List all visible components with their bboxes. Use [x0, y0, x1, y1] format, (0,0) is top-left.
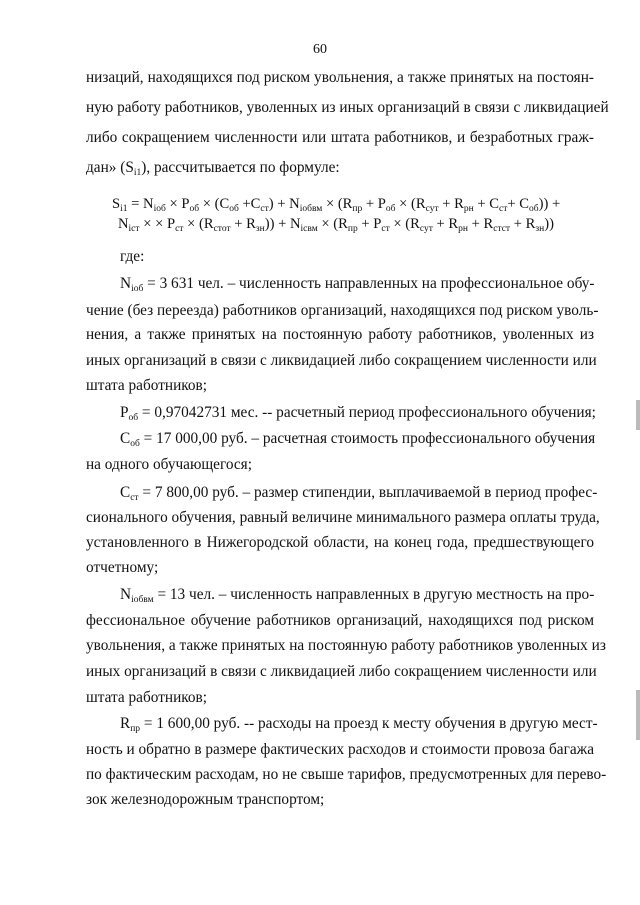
formula-text: )) + N — [264, 216, 301, 232]
formula-text: + R — [438, 196, 464, 212]
formula-text: × (R — [322, 196, 353, 212]
formula-subscript: ст — [175, 224, 184, 234]
def-niobvm-line-3: увольнения, а также принятых на постоянную работу работников уволенных из — [86, 637, 606, 654]
formula-text: × P — [165, 196, 190, 212]
formula-text: + R — [432, 216, 459, 232]
formula-text: = N — [127, 196, 154, 212]
formula-text: × (R — [389, 216, 420, 232]
formula-subscript: сут — [425, 204, 439, 214]
def-cst-line-2: сионального обучения, равный величине минимального размера оплаты труда, — [86, 509, 600, 526]
formula-subscript: зн — [535, 224, 545, 234]
formula-line-2 — [118, 214, 554, 234]
formula-text: )) + — [538, 196, 561, 212]
formula-text: × (C — [199, 196, 230, 212]
formula-text: + C — [473, 196, 500, 212]
formula-text: ) + N — [268, 196, 300, 212]
def-niobvm-line-4: иных организаций в связи с ликвидацией либо сокращением численности или — [86, 663, 597, 680]
formula-subscript: i1 — [120, 204, 128, 214]
where-label: где: — [120, 248, 145, 265]
formula-text: + P — [362, 196, 386, 212]
intro-line-1: низаций, находящихся под риском увольнения, а также принятых на постоян- — [86, 69, 594, 86]
def-cst-line-4: отчетному; — [86, 559, 159, 576]
formula-subscript: iсвм — [300, 224, 318, 234]
def-niob-line-4: иных организаций в связи с ликвидацией либо сокращением численности или — [86, 352, 597, 369]
formula-text: × × P — [139, 216, 176, 232]
formula-subscript: iст — [128, 224, 140, 234]
formula-subscript: ст — [260, 204, 269, 214]
def-niobvm-line-2: фессиональное обучение работников организаций, находящихся под риском — [86, 612, 594, 629]
scan-edge-mark — [636, 690, 640, 740]
def-niobvm-line-5: штата работников; — [86, 689, 208, 706]
formula-subscript: ст — [381, 224, 390, 234]
def-niob-line-1: $N_{iоб} = 3$ 631 чел. – численность направленных на профессиональное обу- — [120, 275, 595, 294]
def-niobvm-line-1: $N_{iобвм} = 13$ чел. – численность направленных в другую местность на про- — [120, 586, 595, 605]
scan-edge-mark — [636, 400, 640, 430]
page-number: 60 — [313, 42, 327, 57]
def-cst-line-3: установленного в Нижегородской области, на конец года, предшествующего — [86, 534, 594, 551]
formula-text: × (R — [317, 216, 348, 232]
formula-subscript: пр — [352, 204, 363, 214]
formula-subscript: сут — [419, 224, 433, 234]
formula-subscript: рн — [458, 224, 468, 234]
formula-line-1 — [112, 194, 560, 214]
formula-subscript: об — [189, 204, 200, 214]
def-rpr-line-2: ность и обратно в размере фактических расходов и стоимости провоза багажа — [86, 741, 594, 758]
def-cob-line-1: $C_{об} = 17$ 000,00 руб. – расчетная стоимость профессионального обучения — [120, 430, 596, 449]
formula-subscript: рн — [463, 204, 474, 214]
formula-subscript: зн — [255, 224, 265, 234]
formula-text: + C — [507, 196, 530, 212]
def-cob-line-2: на одного обучающегося; — [86, 456, 252, 473]
formula-text: + R — [510, 216, 536, 232]
formula-subscript: об — [385, 204, 396, 214]
formula-text: )) — [544, 216, 554, 232]
formula-text: + R — [467, 216, 494, 232]
formula-subscript: ст — [499, 204, 508, 214]
formula-text: +C — [238, 196, 261, 212]
formula-subscript: об — [529, 204, 539, 214]
def-rpr-line-3: по фактическим расходам, но не свыше тарифов, предусмотренных для перево- — [86, 766, 607, 783]
formula-subscript: об — [229, 204, 239, 214]
formula-text: × (R — [395, 196, 426, 212]
formula-subscript: стст — [493, 224, 511, 234]
formula-text: + P — [357, 216, 382, 232]
formula-text: N — [118, 216, 129, 232]
intro-line-2: ную работу работников, уволенных из иных организаций в связи с ликвидацией — [86, 99, 609, 116]
def-pob-line-1: $P_{об} = 0,97042731$ мес. -- расчетный период профессионального обучения; — [120, 404, 596, 423]
intro-line-3: либо сокращением численности или штата работников, и безработных граж- — [86, 129, 594, 146]
def-rpr-line-4: зок железнодорожным транспортом; — [86, 791, 325, 808]
def-niob-line-3: нения, а также принятых на постоянную работу работников, уволенных из — [86, 326, 594, 343]
formula-subscript: iоб — [153, 204, 166, 214]
formula-subscript: стот — [213, 224, 231, 234]
intro-line-4: дан» $(S_{i1})$, рассчитывается по формуле: — [86, 159, 340, 178]
def-cst-line-1: $C_{ст} = 7$ 800,00 руб. – размер стипендии, выплачиваемой в период профес- — [120, 484, 598, 503]
def-rpr-line-1: $R_{пр} = 1$ 600,00 руб. -- расходы на проезд к месту обучения в другую мест- — [120, 715, 598, 734]
def-niob-line-5: штата работников; — [86, 377, 208, 394]
def-niob-line-2: чение (без переезда) работников организаций, находящихся под риском уволь- — [86, 302, 599, 319]
formula-text: S — [112, 196, 121, 212]
formula-text: × (R — [183, 216, 214, 232]
formula-subscript: iобвм — [299, 204, 323, 214]
formula-subscript: пр — [347, 224, 358, 234]
formula-text: + R — [230, 216, 256, 232]
